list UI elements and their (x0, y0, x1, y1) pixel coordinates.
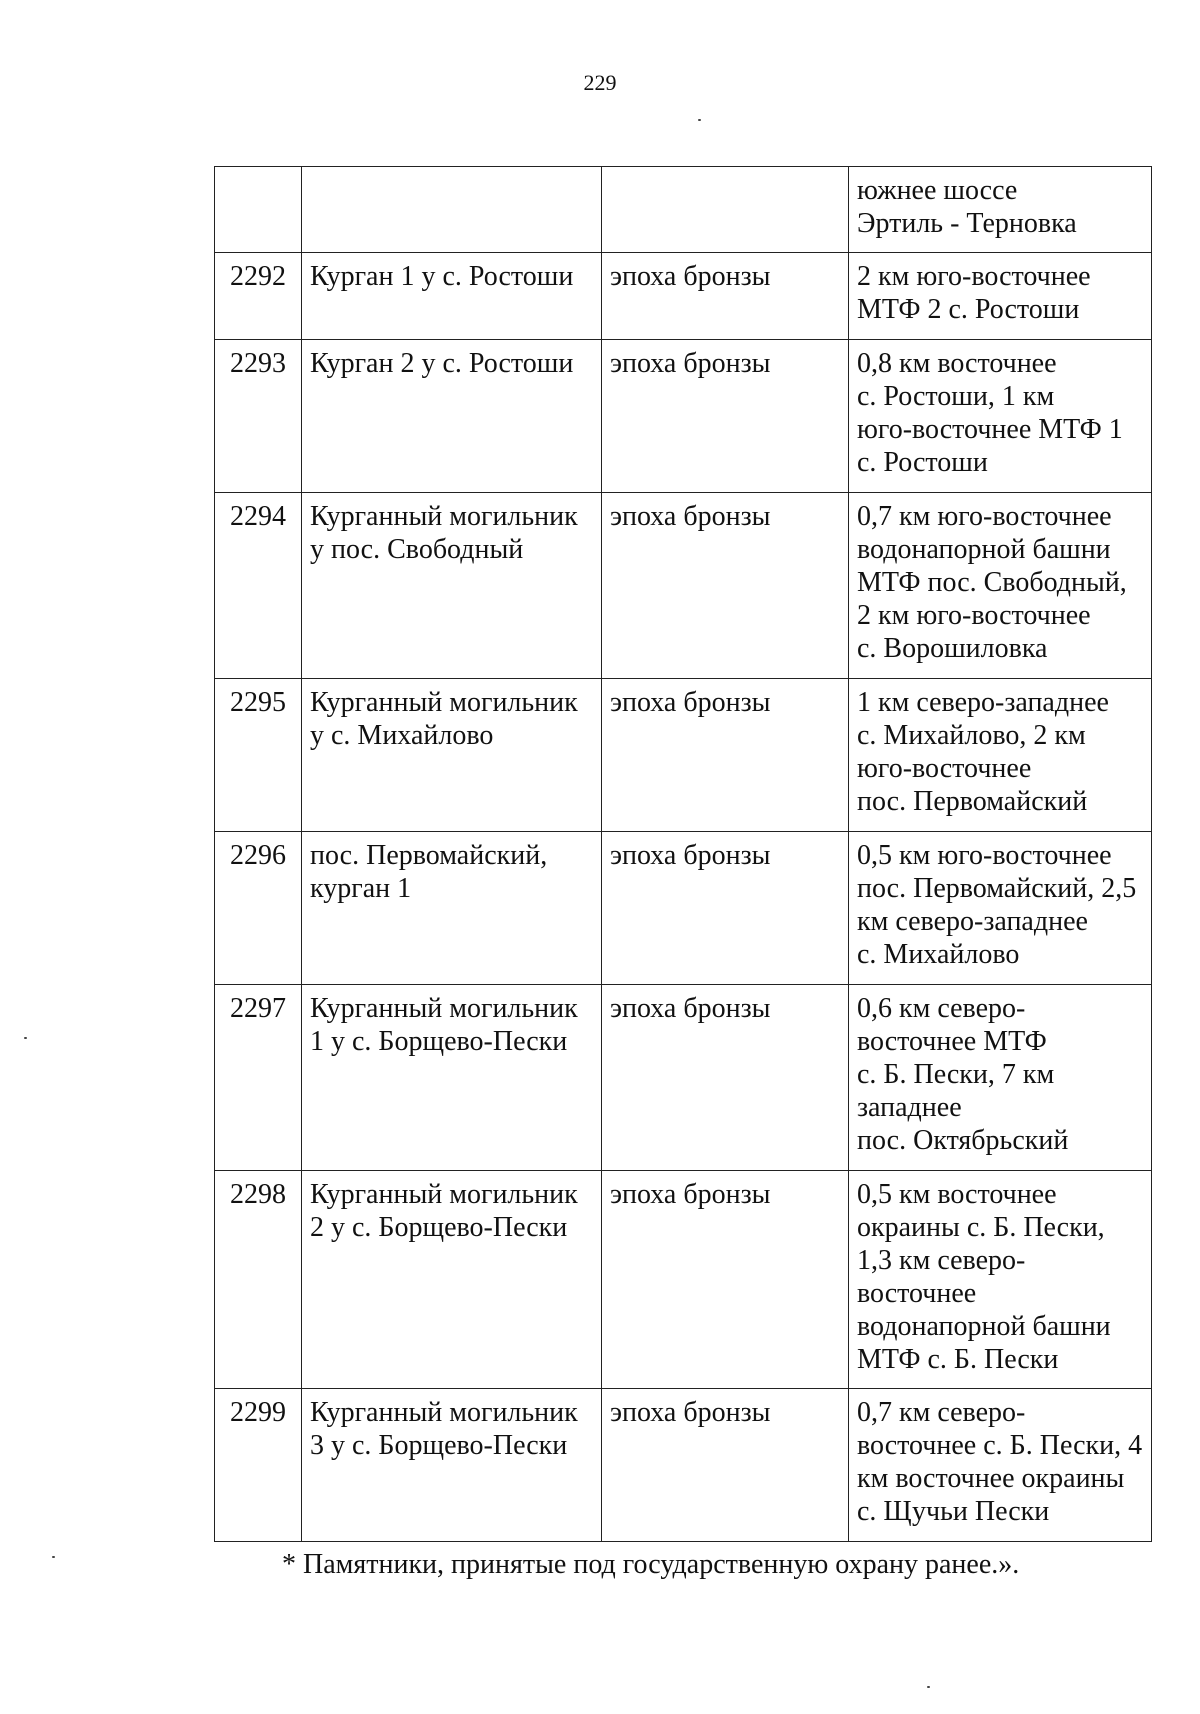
cell-name-line: у пос. Свободный (310, 534, 524, 565)
cell-name-line: Курган 1 у с. Ростоши (310, 261, 574, 292)
cell-location-line: с. Михайлово, 2 км (857, 720, 1086, 751)
cell-location-line: восточнее (857, 1278, 977, 1309)
scan-speck (927, 1686, 930, 1688)
cell-name-line: 1 у с. Борщево-Пески (310, 1026, 568, 1057)
cell-name-line: у с. Михайлово (310, 720, 494, 751)
cell-period: эпоха бронзы (602, 340, 849, 493)
cell-number: 2298 (215, 1171, 302, 1389)
cell-name (302, 253, 602, 340)
cell-number: 2294 (215, 493, 302, 679)
cell-location-line: юго-восточнее МТФ 1 (857, 414, 1123, 445)
cell-location-line: пос. Первомайский, 2,5 (857, 873, 1137, 904)
cell-period: эпоха бронзы (602, 1171, 849, 1389)
cell-number: 2296 (215, 832, 302, 985)
cell-location-line: юго-восточнее (857, 753, 1032, 784)
cell-number: 2297 (215, 985, 302, 1171)
cell-location-line: с. Б. Пески, 7 км (857, 1059, 1055, 1090)
table-row (215, 832, 1152, 985)
cell-number: 2295 (215, 679, 302, 832)
cell-location-line: восточнее МТФ (857, 1026, 1047, 1057)
cell-location-line: водонапорной башни (857, 534, 1111, 565)
cell-location (849, 679, 1152, 832)
cell-location-line: с. Ростоши (857, 447, 988, 478)
monuments-table (214, 166, 1152, 1542)
cell-location-line: 0,7 км юго-восточнее (857, 501, 1112, 532)
table-row (215, 253, 1152, 340)
cell-location-line: с. Ростоши, 1 км (857, 381, 1055, 412)
cell-location-line: с. Ворошиловка (857, 633, 1048, 664)
table-row (215, 493, 1152, 679)
table-row (215, 1171, 1152, 1389)
cell-location (849, 340, 1152, 493)
cell-location-line: 1 км северо-западнее (857, 687, 1109, 718)
table-body (215, 167, 1152, 1542)
cell-location-line: окраины с. Б. Пески, (857, 1212, 1105, 1243)
cell-location-line: 0,5 км юго-восточнее (857, 840, 1112, 871)
cell-name (302, 493, 602, 679)
cell-name (302, 340, 602, 493)
cell-name-line: курган 1 (310, 873, 412, 904)
cell-location-line: 2 км юго-восточнее (857, 261, 1091, 292)
cell-location-line: восточнее с. Б. Пески, 4 (857, 1430, 1143, 1461)
scan-speck (52, 1556, 55, 1558)
cell-name (302, 167, 602, 253)
cell-location (849, 832, 1152, 985)
cell-location-line: 0,7 км северо- (857, 1397, 1026, 1428)
cell-name (302, 1171, 602, 1389)
cell-period (602, 167, 849, 253)
cell-name-line: Курганный могильник (310, 993, 578, 1024)
cell-location (849, 493, 1152, 679)
cell-name-line: Курганный могильник (310, 501, 578, 532)
table-row (215, 679, 1152, 832)
cell-number: 2292 (215, 253, 302, 340)
cell-location-line: Эртиль - Терновка (857, 208, 1077, 239)
cell-location-line: 0,6 км северо- (857, 993, 1026, 1024)
cell-name-line: Курганный могильник (310, 1179, 578, 1210)
cell-location-line: МТФ пос. Свободный, (857, 567, 1127, 598)
scan-speck (698, 119, 701, 121)
cell-period: эпоха бронзы (602, 253, 849, 340)
cell-location-line: с. Михайлово (857, 939, 1020, 970)
cell-location-line: пос. Первомайский (857, 786, 1088, 817)
cell-location-line: МТФ 2 с. Ростоши (857, 294, 1080, 325)
cell-location-line: западнее (857, 1092, 962, 1123)
cell-location-line: МТФ с. Б. Пески (857, 1344, 1059, 1375)
cell-number: 2299 (215, 1389, 302, 1542)
cell-period: эпоха бронзы (602, 1389, 849, 1542)
cell-name-line: Курганный могильник (310, 687, 578, 718)
cell-name (302, 679, 602, 832)
table-row (215, 340, 1152, 493)
cell-number (215, 167, 302, 253)
cell-number: 2293 (215, 340, 302, 493)
cell-location-line: км северо-западнее (857, 906, 1088, 937)
cell-name-line: Курган 2 у с. Ростоши (310, 348, 574, 379)
page-number: 229 (583, 70, 617, 95)
cell-period: эпоха бронзы (602, 679, 849, 832)
cell-location-line: 2 км юго-восточнее (857, 600, 1091, 631)
cell-location-line: южнее шоссе (857, 175, 1018, 206)
cell-location-line: водонапорной башни (857, 1311, 1111, 1342)
table-row (215, 167, 1152, 253)
cell-location (849, 985, 1152, 1171)
cell-location-line: с. Щучьи Пески (857, 1496, 1050, 1527)
cell-name-line: Курганный могильник (310, 1397, 578, 1428)
cell-location (849, 253, 1152, 340)
cell-location-line: 1,3 км северо- (857, 1245, 1026, 1276)
cell-location (849, 1389, 1152, 1542)
cell-location (849, 167, 1152, 253)
cell-name-line: 3 у с. Борщево-Пески (310, 1430, 568, 1461)
cell-name (302, 985, 602, 1171)
cell-location-line: 0,5 км восточнее (857, 1179, 1057, 1210)
cell-location-line: пос. Октябрьский (857, 1125, 1069, 1156)
cell-name-line: пос. Первомайский, (310, 840, 548, 871)
cell-period: эпоха бронзы (602, 832, 849, 985)
table-row (215, 985, 1152, 1171)
cell-name (302, 1389, 602, 1542)
cell-period: эпоха бронзы (602, 985, 849, 1171)
footnote: * Памятники, принятые под государственную охрану ранее.». (282, 1549, 1020, 1580)
cell-location (849, 1171, 1152, 1389)
cell-name (302, 832, 602, 985)
cell-location-line: 0,8 км восточнее (857, 348, 1057, 379)
cell-name-line: 2 у с. Борщево-Пески (310, 1212, 568, 1243)
scan-speck (24, 1037, 27, 1039)
cell-location-line: км восточнее окраины (857, 1463, 1125, 1494)
table-row (215, 1389, 1152, 1542)
cell-period: эпоха бронзы (602, 493, 849, 679)
